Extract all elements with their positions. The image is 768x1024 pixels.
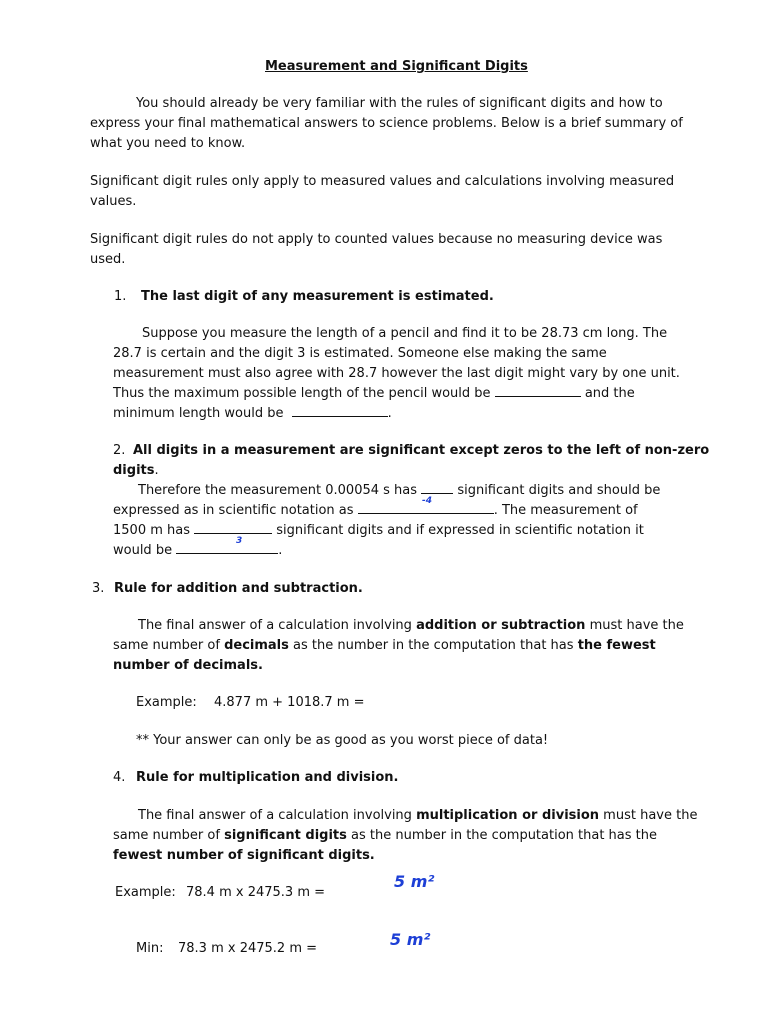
- text: expressed as in scientific notation as: [113, 503, 354, 518]
- text: Therefore the measurement 0.00054 s has: [138, 483, 418, 498]
- section-4-example-expression: 78.4 m x 2475.3 m =: [186, 885, 326, 900]
- section-4-min-label: Min:: [136, 941, 164, 956]
- handwritten-mark-1: -4: [422, 496, 432, 506]
- section-3-line-2: [113, 637, 656, 655]
- section-3-line-1: [138, 617, 684, 635]
- text: .: [387, 406, 392, 421]
- section-4-heading: Rule for multiplication and division.: [136, 770, 399, 785]
- section-4-line-2: [113, 827, 657, 845]
- section-1-line-3: measurement must also agree with 28.7 however the last digit might vary by one unit.: [113, 366, 680, 381]
- section-4-line-1: [138, 807, 697, 825]
- text: digits: [113, 463, 155, 478]
- text: multiplication or division: [416, 808, 600, 823]
- intro-line-1: You should already be very familiar with the rules of significant digits and how to: [136, 96, 663, 111]
- handwritten-answer-min: 5 m²: [390, 930, 431, 949]
- paragraph-2-line-1: Significant digit rules only apply to measured values and calculations involving measured: [90, 174, 675, 189]
- page-title: Measurement and Significant Digits: [265, 59, 528, 74]
- section-1-line-1: Suppose you measure the length of a pencil and find it to be 28.73 cm long. The: [142, 326, 668, 341]
- max-length-blank: [495, 385, 581, 397]
- text: would be: [113, 543, 173, 558]
- text: significant digits and should be: [457, 483, 661, 498]
- section-3-note: ** Your answer can only be as good as you worst piece of data!: [136, 733, 549, 748]
- text: .: [154, 463, 159, 478]
- handwritten-mark-2: 3: [236, 536, 243, 546]
- section-2-line-2: [113, 502, 638, 520]
- min-length-blank: [292, 405, 388, 417]
- intro-line-2: express your final mathematical answers to science problems. Below is a brief summary of: [90, 116, 683, 131]
- text: addition or subtraction: [416, 618, 586, 633]
- text: same number of: [113, 828, 220, 843]
- section-3-number: 3.: [92, 581, 105, 596]
- section-1-heading: The last digit of any measurement is estimated.: [141, 289, 494, 304]
- paragraph-3-line-2: used.: [90, 252, 126, 267]
- paragraph-2-line-2: values.: [90, 194, 137, 209]
- text: significant digits and if expressed in scientific notation it: [276, 523, 644, 538]
- text: . The measurement of: [493, 503, 638, 518]
- sig-digits-blank-2: [194, 522, 272, 534]
- section-4-example-label: Example:: [115, 885, 176, 900]
- section-2-heading-line-1: All digits in a measurement are significant except zeros to the left of non-zero: [133, 443, 710, 458]
- text: decimals: [224, 638, 289, 653]
- section-3-example-expression: 4.877 m + 1018.7 m =: [214, 695, 365, 710]
- text: the fewest: [577, 638, 656, 653]
- section-2-heading-line-2: [113, 462, 159, 480]
- section-4-number: 4.: [113, 770, 126, 785]
- text: as the number in the computation that has the: [351, 828, 658, 843]
- text: same number of: [113, 638, 220, 653]
- text: 1500 m has: [113, 523, 190, 538]
- paragraph-3-line-1: Significant digit rules do not apply to counted values because no measuring device was: [90, 232, 663, 247]
- text: and the: [584, 386, 635, 401]
- section-4-line-3: fewest number of significant digits.: [113, 848, 375, 863]
- text: as the number in the computation that has: [293, 638, 574, 653]
- text: minimum length would be: [113, 406, 284, 421]
- text: The final answer of a calculation involving: [138, 808, 412, 823]
- text: .: [278, 543, 283, 558]
- section-2-line-4: [113, 542, 282, 560]
- section-2-line-1: [138, 482, 660, 500]
- text: must have the: [603, 808, 698, 823]
- section-1-number: 1.: [114, 289, 127, 304]
- handwritten-answer-example: 5 m²: [394, 872, 435, 891]
- section-3-line-3: number of decimals.: [113, 658, 263, 673]
- text: significant digits: [224, 828, 347, 843]
- section-3-example-label: Example:: [136, 695, 197, 710]
- intro-line-3: what you need to know.: [90, 136, 246, 151]
- section-4-min-expression: 78.3 m x 2475.2 m =: [178, 941, 318, 956]
- text: The final answer of a calculation involving: [138, 618, 412, 633]
- sci-notation-blank-2: [176, 542, 278, 554]
- section-1-line-5: [113, 405, 392, 423]
- section-3-heading: Rule for addition and subtraction.: [114, 581, 363, 596]
- text: must have the: [589, 618, 684, 633]
- section-2-line-3: [113, 522, 644, 540]
- section-1-line-4: [113, 385, 635, 403]
- sig-digits-blank-1: [421, 482, 453, 494]
- section-2-number: 2.: [113, 443, 126, 458]
- section-1-line-2: 28.7 is certain and the digit 3 is estimated. Someone else making the same: [113, 346, 607, 361]
- text: Thus the maximum possible length of the pencil would be: [113, 386, 491, 401]
